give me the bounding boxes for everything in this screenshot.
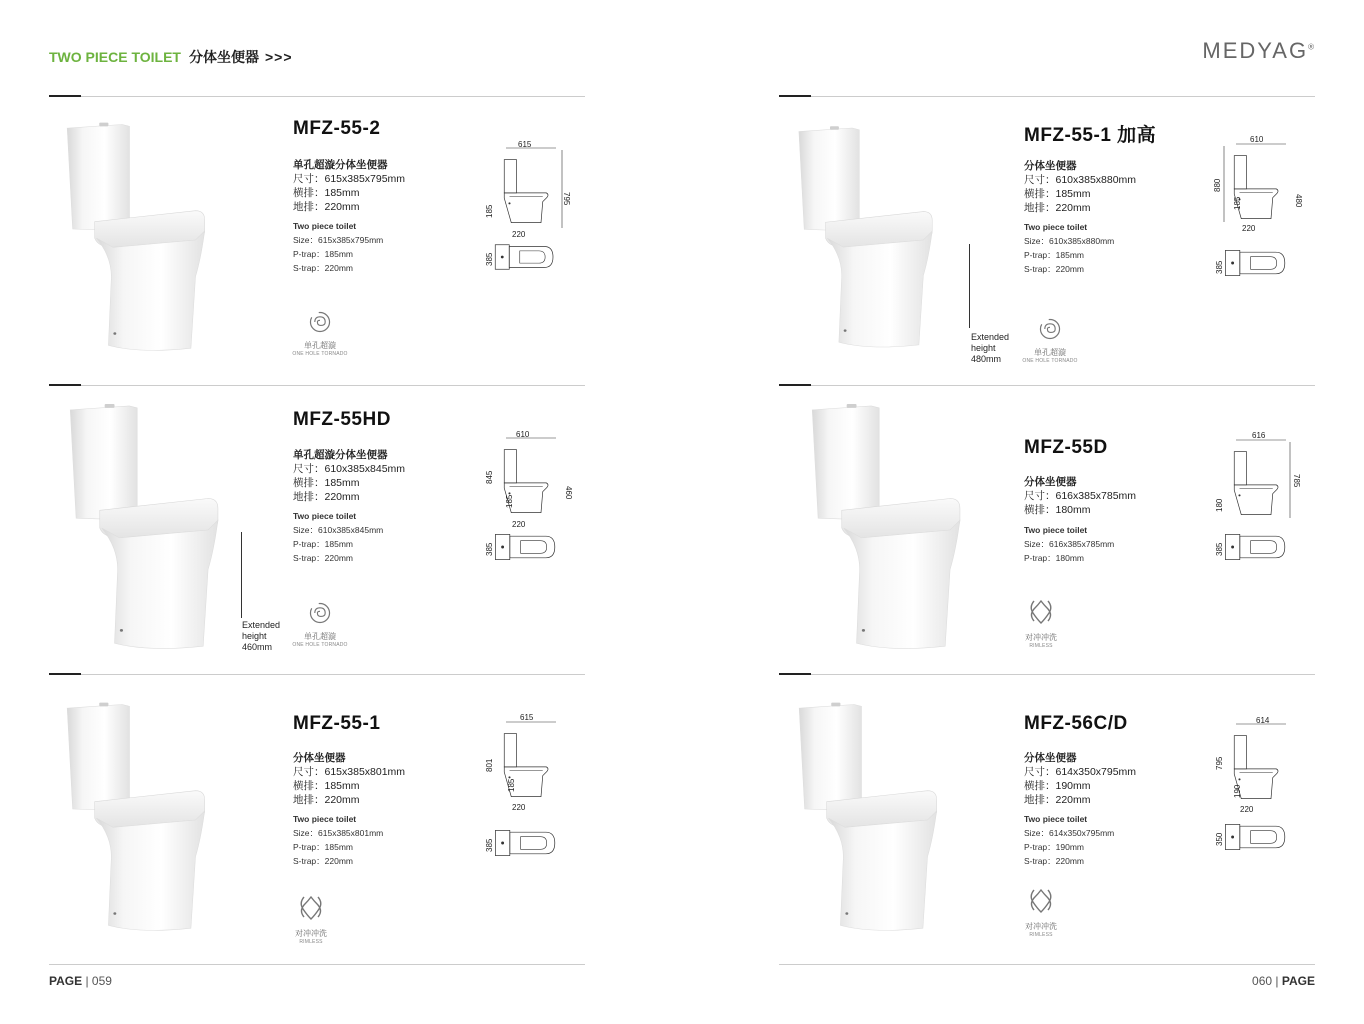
divider (779, 674, 1315, 675)
tornado-icon (307, 309, 333, 335)
spec-cn: 分体坐便器 尺寸：616x385x785mm 横排：180mm (1024, 476, 1137, 516)
svg-text:795: 795 (562, 192, 571, 206)
brand-name: MEDYAG (1202, 38, 1309, 63)
toilet-photo (58, 692, 223, 948)
svg-text:460: 460 (564, 486, 573, 500)
divider (49, 674, 585, 675)
extended-height-line (969, 244, 970, 328)
tornado-badge: 单孔超漩 ONE HOLE TORNADO (290, 600, 350, 648)
dimension-drawing (482, 428, 577, 568)
spec-cn: 分体坐便器 尺寸：615x385x801mm 横排：185mm 地排：220mm (293, 752, 406, 806)
spec-en: Two piece toilet Size：616x385x785mm P-trap：180mm (1024, 525, 1115, 563)
rimless-badge: 对冲冲洗 RIMLESS (282, 893, 340, 945)
svg-text:801: 801 (485, 758, 494, 772)
svg-text:185: 185 (485, 204, 494, 218)
extended-height-label: Extended height 460mm (242, 620, 281, 652)
product-model: MFZ-55-1 加高 (1024, 125, 1157, 146)
spec-en: Two piece toilet Size：615x385x801mm P-trap：185mm S-trap：220mm (293, 814, 384, 866)
toilet-photo (790, 112, 950, 368)
svg-text:845: 845 (485, 470, 494, 484)
dimension-drawing (482, 710, 577, 865)
header-title-en: TWO PIECE TOILET (49, 49, 181, 65)
svg-text:385: 385 (485, 252, 494, 266)
svg-text:220: 220 (512, 803, 526, 812)
spec-en: Two piece toilet Size：610x385x880mm P-trap：185mm S-trap：220mm (1024, 222, 1115, 274)
header-title-cn: 分体坐便器 (188, 49, 259, 65)
toilet-photo (800, 402, 982, 658)
footer-divider (49, 964, 585, 965)
svg-text:880: 880 (1213, 178, 1222, 192)
divider (779, 385, 1315, 386)
svg-text:385: 385 (485, 542, 494, 556)
svg-text:190: 190 (1233, 784, 1242, 798)
rimless-icon (1026, 886, 1056, 916)
svg-text:185: 185 (505, 494, 514, 508)
rimless-badge: 对冲冲洗 RIMLESS (1012, 886, 1070, 938)
product-model: MFZ-56C/D (1024, 713, 1128, 734)
svg-text:220: 220 (512, 230, 526, 239)
svg-text:385: 385 (1215, 260, 1224, 274)
svg-text:610: 610 (1250, 135, 1264, 144)
spec-cn: 单孔超漩分体坐便器 尺寸：615x385x795mm 横排：185mm 地排：220mm (293, 159, 406, 213)
divider-mark (779, 384, 811, 386)
tornado-badge: 单孔超漩 ONE HOLE TORNADO (1020, 316, 1080, 364)
spec-en: Two piece toilet Size：614x350x795mm P-trap：190mm S-trap：220mm (1024, 814, 1115, 866)
svg-text:220: 220 (1242, 224, 1256, 233)
svg-text:350: 350 (1215, 832, 1224, 846)
divider-mark (49, 95, 81, 97)
svg-text:220: 220 (512, 520, 526, 529)
dimension-drawing (1210, 714, 1305, 864)
rimless-icon (1026, 597, 1056, 627)
footer-divider (779, 964, 1315, 965)
svg-text:220: 220 (1240, 805, 1254, 814)
svg-text:614: 614 (1256, 716, 1270, 725)
svg-text:616: 616 (1252, 431, 1266, 440)
svg-text:785: 785 (1292, 474, 1301, 488)
page-number-left: PAGE | 059 (49, 974, 112, 988)
svg-text:385: 385 (1215, 542, 1224, 556)
spec-cn: 分体坐便器 尺寸：614x350x795mm 横排：190mm 地排：220mm (1024, 752, 1137, 806)
divider (779, 96, 1315, 97)
spec-cn: 分体坐便器 尺寸：610x385x880mm 横排：185mm 地排：220mm (1024, 160, 1137, 214)
svg-text:615: 615 (520, 713, 534, 722)
spec-en: Two piece toilet Size：610x385x845mm P-trap：185mm S-trap：220mm (293, 511, 384, 563)
toilet-photo (790, 692, 955, 948)
svg-text:795: 795 (1215, 756, 1224, 770)
svg-text:615: 615 (518, 140, 532, 149)
tornado-icon (307, 600, 333, 626)
tornado-icon (1037, 316, 1063, 342)
toilet-photo (58, 112, 223, 368)
svg-text:185: 185 (507, 778, 516, 792)
svg-text:480: 480 (1294, 194, 1303, 208)
extended-height-line (241, 532, 242, 618)
dimension-drawing (1210, 132, 1305, 282)
toilet-photo (58, 402, 240, 658)
rimless-icon (296, 893, 326, 923)
divider (49, 96, 585, 97)
page-number-right: 060 | PAGE (1252, 974, 1315, 988)
svg-text:185: 185 (1233, 196, 1242, 210)
extended-height-label: Extended height 480mm (971, 332, 1010, 364)
spec-en: Two piece toilet Size：615x385x795mm P-trap：185mm S-trap：220mm (293, 221, 384, 273)
divider-mark (49, 384, 81, 386)
spec-cn: 单孔超漩分体坐便器 尺寸：610x385x845mm 横排：185mm 地排：220mm (293, 449, 406, 503)
dimension-drawing (1210, 428, 1305, 568)
product-model: MFZ-55HD (293, 409, 391, 430)
divider-mark (779, 673, 811, 675)
dimension-drawing (482, 138, 572, 278)
divider-mark (779, 95, 811, 97)
svg-text:385: 385 (485, 838, 494, 852)
product-model: MFZ-55-1 (293, 713, 381, 734)
brand-logo (1202, 38, 1316, 64)
header-arrows: >>> (264, 49, 293, 65)
header-title (49, 47, 293, 67)
svg-text:610: 610 (516, 430, 530, 439)
divider (49, 385, 585, 386)
brand-registered-mark: ® (1308, 42, 1316, 52)
divider-mark (49, 673, 81, 675)
product-model: MFZ-55-2 (293, 118, 381, 139)
tornado-badge: 单孔超漩 ONE HOLE TORNADO (290, 309, 350, 357)
product-model: MFZ-55D (1024, 437, 1108, 458)
rimless-badge: 对冲冲洗 RIMLESS (1012, 597, 1070, 649)
svg-text:180: 180 (1215, 498, 1224, 512)
